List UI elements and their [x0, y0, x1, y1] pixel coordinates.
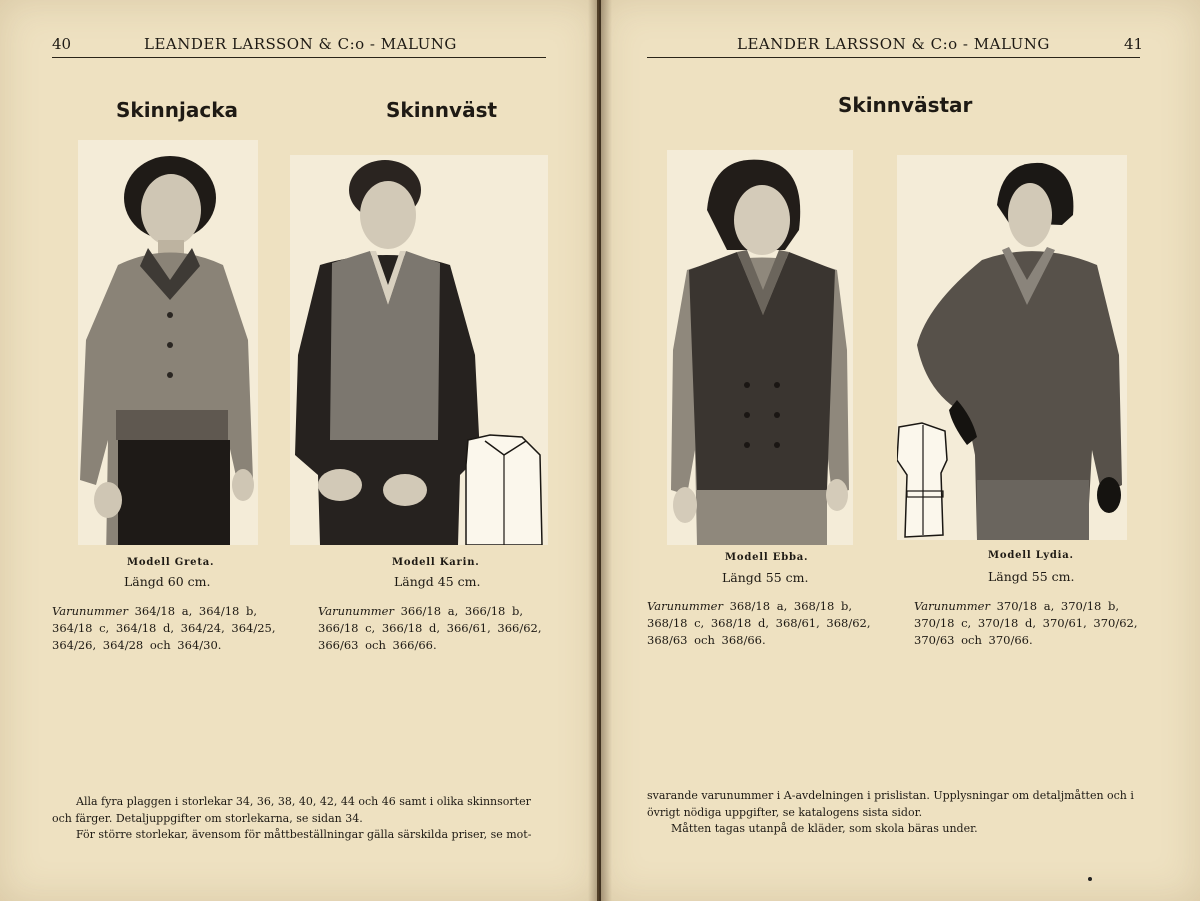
header-rule-right — [647, 57, 1140, 58]
title-skinnvast: Skinnväst — [386, 98, 498, 122]
article-numbers-karin — [318, 603, 550, 654]
running-head-left: LEANDER LARSSON & C:o - MALUNG — [144, 35, 457, 53]
footer-paragraph-1-left: Alla fyra plaggen i storlekar 34, 36, 38, 40, 42, 44 och 46 samt i olika skinnsorter och färger. Detaljuppgifter om storlekarna, se sidan 34. — [52, 795, 531, 825]
photo-modell-greta — [78, 140, 258, 545]
article-label-greta: Varunummer — [52, 604, 128, 618]
article-list-greta: 364/18 a, 364/18 b, 364/18 c, 364/18 d, 364/24, 364/25, 364/26, 364/28 och 364/30. — [52, 604, 276, 652]
page-number-left: 40 — [52, 35, 72, 53]
article-label-karin: Varunummer — [318, 604, 394, 618]
photo-modell-karin — [290, 155, 548, 545]
left-page — [0, 0, 597, 901]
header-rule-left — [52, 57, 546, 58]
model-name-lydia: Modell Lydia. — [988, 550, 1074, 561]
article-numbers-lydia — [914, 598, 1150, 649]
article-list-ebba: 368/18 a, 368/18 b, 368/18 c, 368/18 d, 368/61, 368/62, 368/63 och 368/66. — [647, 599, 871, 647]
length-karin: Längd 45 cm. — [394, 574, 481, 589]
model-name-karin: Modell Karin. — [392, 557, 480, 568]
article-label-ebba: Varunummer — [647, 599, 723, 613]
footer-paragraph-1-right: svarande varunummer i A-avdelningen i prislistan. Upplysningar om detaljmåtten och i övrigt nödiga uppgifter, se katalogens sista sidor. — [647, 789, 1134, 819]
photo-modell-ebba — [667, 150, 853, 545]
article-label-lydia: Varunummer — [914, 599, 990, 613]
running-head-right: LEANDER LARSSON & C:o - MALUNG — [737, 35, 1050, 53]
model-name-ebba: Modell Ebba. — [725, 552, 809, 563]
footer-text-right — [647, 788, 1143, 838]
book-gutter — [588, 0, 612, 901]
length-lydia: Längd 55 cm. — [988, 569, 1075, 584]
footer-paragraph-2-right: Måtten tagas utanpå de kläder, som skola bäras under. — [671, 822, 978, 835]
title-skinnjacka: Skinnjacka — [116, 98, 239, 122]
title-skinnvastar: Skinnvästar — [838, 93, 973, 117]
model-name-greta: Modell Greta. — [127, 557, 215, 568]
article-list-lydia: 370/18 a, 370/18 b, 370/18 c, 370/18 d, 370/61, 370/62, 370/63 och 370/66. — [914, 599, 1138, 647]
article-list-karin: 366/18 a, 366/18 b, 366/18 c, 366/18 d, 366/61, 366/62, 366/63 och 366/66. — [318, 604, 542, 652]
footer-paragraph-2-left: För större storlekar, ävensom för måttbeställningar gälla särskilda priser, se mot- — [76, 828, 532, 841]
length-greta: Längd 60 cm. — [124, 574, 211, 589]
page-number-right: 41 — [1124, 35, 1144, 53]
right-page — [601, 0, 1200, 901]
footer-text-left — [52, 794, 546, 844]
article-numbers-greta — [52, 603, 284, 654]
ink-speck — [1088, 877, 1092, 881]
article-numbers-ebba — [647, 598, 883, 649]
length-ebba: Längd 55 cm. — [722, 570, 809, 585]
photo-modell-lydia — [897, 155, 1127, 540]
